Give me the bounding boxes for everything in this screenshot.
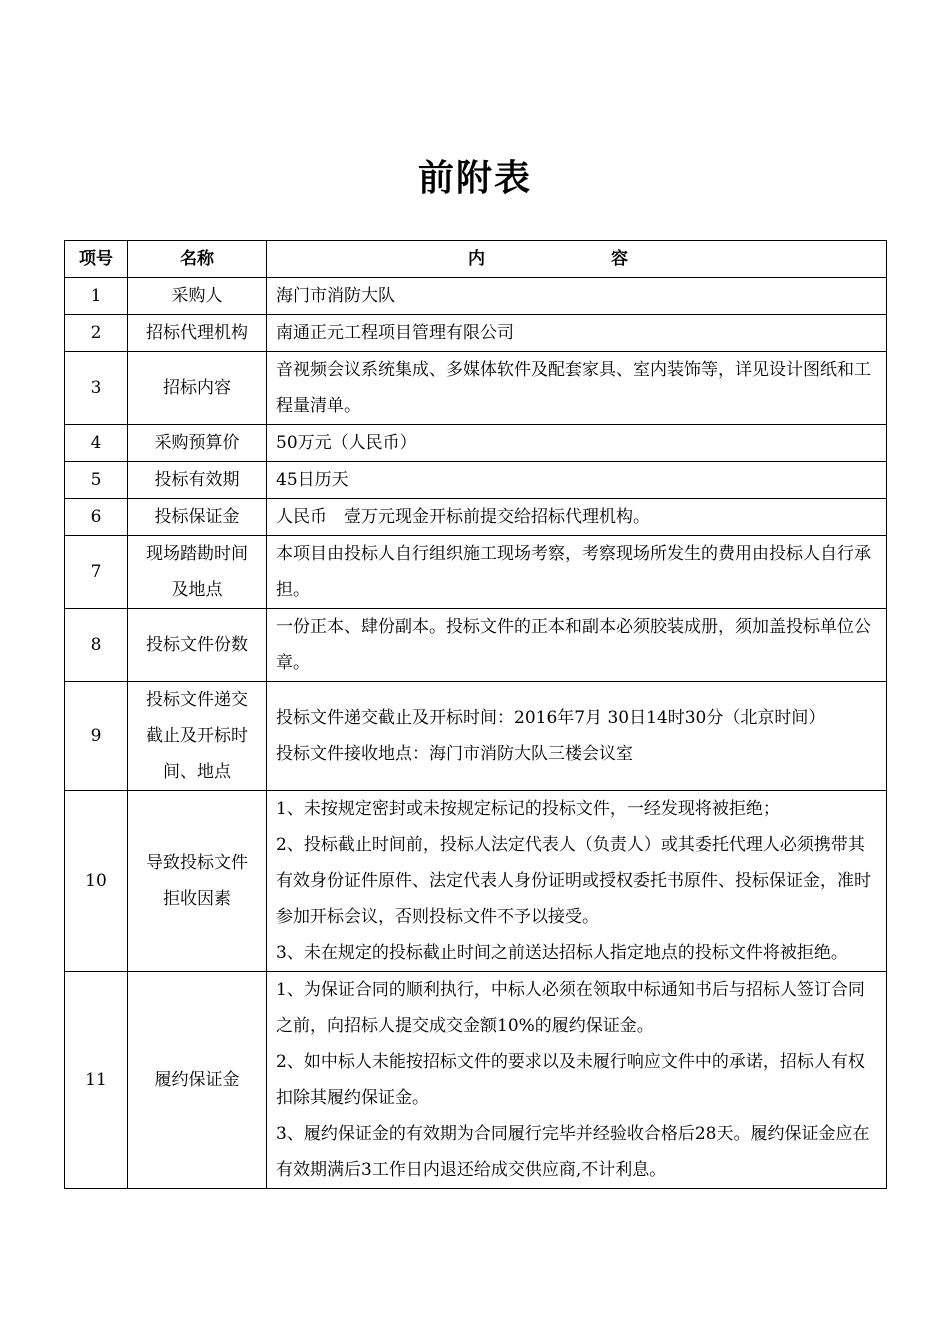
row-content-paragraph: 音视频会议系统集成、多媒体软件及配套家具、室内装饰等，详见设计图纸和工程量清单。 <box>276 360 871 416</box>
row-name <box>128 315 267 352</box>
row-content <box>267 315 887 352</box>
row-content-paragraph: 2、投标截止时间前，投标人法定代表人（负责人）或其委托代理人必须携带其有效身份证件原件、法定代表人身份证明或授权委托书原件、投标保证金，准时参加开标会议，否则投标文件不予以接受。 <box>276 835 871 927</box>
row-content <box>267 682 887 791</box>
row-name-line: 导致投标文件 <box>146 853 248 873</box>
row-number: 6 <box>65 499 128 536</box>
table-row <box>65 315 887 352</box>
row-name <box>128 278 267 315</box>
table-row <box>65 352 887 425</box>
table-body <box>65 278 887 1189</box>
row-content-paragraph: 投标文件递交截止及开标时间：2016年7月 30日14时30分（北京时间） <box>276 708 826 728</box>
row-content-paragraph: 50万元（人民币） <box>276 433 417 453</box>
table-row <box>65 609 887 682</box>
row-name <box>128 609 267 682</box>
row-content-paragraph: 海门市消防大队 <box>276 286 395 306</box>
front-table <box>64 240 887 1189</box>
page-title: 前附表 <box>417 158 532 199</box>
row-name <box>128 462 267 499</box>
row-name-line: 投标文件递交 <box>146 690 248 710</box>
row-number: 4 <box>65 425 128 462</box>
row-content-paragraph: 1、未按规定密封或未按规定标记的投标文件，一经发现将被拒绝； <box>276 799 780 819</box>
row-number: 3 <box>65 352 128 425</box>
table-row <box>65 536 887 609</box>
row-content <box>267 609 887 682</box>
row-content-paragraph: 一份正本、肆份副本。投标文件的正本和副本必须胶装成册，须加盖投标单位公章。 <box>276 617 871 673</box>
row-name-line: 投标保证金 <box>154 507 240 527</box>
row-name-line: 采购预算价 <box>154 433 240 453</box>
row-content <box>267 352 887 425</box>
row-number: 7 <box>65 536 128 609</box>
row-content-paragraph: 1、为保证合同的顺利执行，中标人必须在领取中标通知书后与招标人签订合同之前，向招标人提交成交金额10%的履约保证金。 <box>276 980 865 1036</box>
row-content-paragraph: 3、履约保证金的有效期为合同履行完毕并经验收合格后28天。履约保证金应在有效期满后3工作日内退还给成交供应商,不计利息。 <box>276 1124 870 1180</box>
table-row <box>65 462 887 499</box>
row-name-line: 招标内容 <box>163 378 231 398</box>
table-row <box>65 682 887 791</box>
row-number: 10 <box>65 791 128 972</box>
table-row <box>65 425 887 462</box>
row-name-line: 拒收因素 <box>163 889 231 909</box>
row-name-line: 投标文件份数 <box>146 635 248 655</box>
row-content-paragraph: 人民币 壹万元现金开标前提交给招标代理机构。 <box>276 507 650 527</box>
row-number: 5 <box>65 462 128 499</box>
row-name <box>128 972 267 1189</box>
table-row <box>65 278 887 315</box>
row-name <box>128 791 267 972</box>
row-number: 1 <box>65 278 128 315</box>
row-name <box>128 499 267 536</box>
header-content: 内 容 <box>267 241 887 278</box>
header-no: 项号 <box>65 241 128 278</box>
row-number: 8 <box>65 609 128 682</box>
row-content <box>267 278 887 315</box>
row-name <box>128 682 267 791</box>
row-content-paragraph: 投标文件接收地点：海门市消防大队三楼会议室 <box>276 744 633 764</box>
row-name-line: 截止及开标时 <box>146 726 248 746</box>
row-content-paragraph: 本项目由投标人自行组织施工现场考察，考察现场所发生的费用由投标人自行承担。 <box>276 544 871 600</box>
row-content <box>267 536 887 609</box>
row-name-line: 履约保证金 <box>154 1070 240 1090</box>
row-name <box>128 536 267 609</box>
row-name-line: 间、地点 <box>163 762 231 782</box>
header-name: 名称 <box>128 241 267 278</box>
row-number: 11 <box>65 972 128 1189</box>
row-content <box>267 425 887 462</box>
table-row <box>65 499 887 536</box>
table-header-row <box>65 241 887 278</box>
row-content-paragraph: 45日历天 <box>276 470 349 490</box>
row-name-line: 招标代理机构 <box>146 323 248 343</box>
row-name-line: 及地点 <box>171 580 223 600</box>
row-number: 9 <box>65 682 128 791</box>
table-row <box>65 791 887 972</box>
row-number: 2 <box>65 315 128 352</box>
row-name-line: 采购人 <box>171 286 223 306</box>
row-content <box>267 462 887 499</box>
row-content-paragraph: 3、未在规定的投标截止时间之前送达招标人指定地点的投标文件将被拒绝。 <box>276 943 848 963</box>
row-content <box>267 499 887 536</box>
row-name <box>128 352 267 425</box>
row-content-paragraph: 2、如中标人未能按招标文件的要求以及未履行响应文件中的承诺，招标人有权扣除其履约保证金。 <box>276 1052 865 1108</box>
row-content <box>267 972 887 1189</box>
row-name-line: 现场踏勘时间 <box>146 544 248 564</box>
table-row <box>65 972 887 1189</box>
row-content <box>267 791 887 972</box>
row-name-line: 投标有效期 <box>154 470 240 490</box>
row-content-paragraph: 南通正元工程项目管理有限公司 <box>276 323 514 343</box>
row-name <box>128 425 267 462</box>
